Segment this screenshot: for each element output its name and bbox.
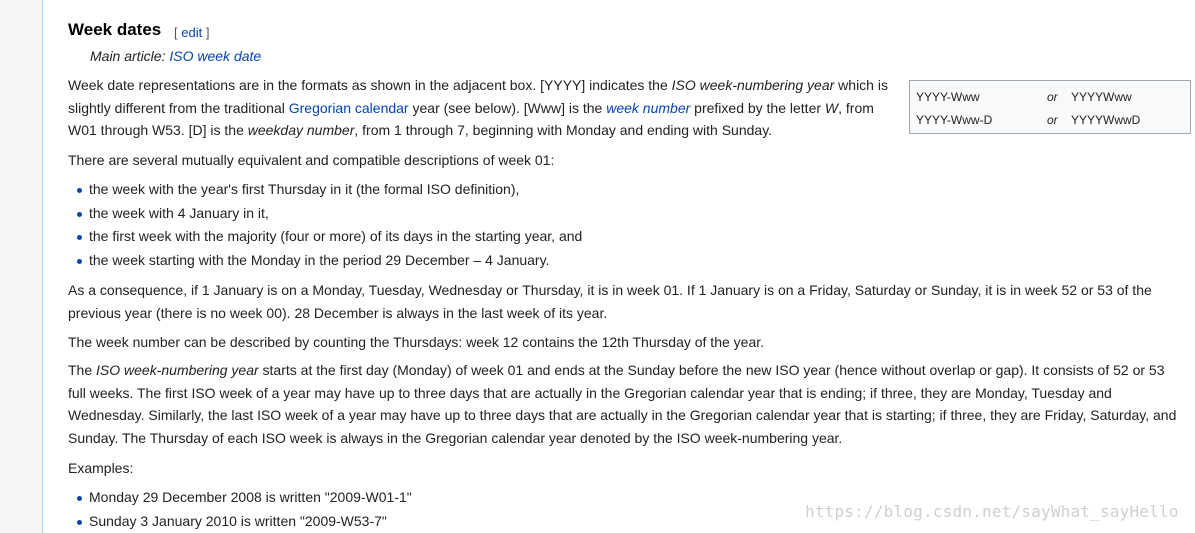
examples-list — [89, 486, 412, 533]
formats-box — [909, 80, 1191, 134]
intro-text-1: Week date representations are in the formats as shown in the adjacent box. [YYYY] indicates the — [68, 77, 672, 93]
format-row — [916, 90, 1186, 108]
list-item: the week starting with the Monday in the period 29 December – 4 January. — [89, 249, 582, 273]
format-or: or — [1047, 113, 1058, 127]
format-or: or — [1047, 90, 1058, 104]
iso-year-paragraph — [68, 359, 1186, 449]
hatnote — [90, 48, 261, 64]
section-heading: Week dates — [68, 20, 162, 39]
descriptions-list — [89, 178, 582, 273]
list-item: the week with the year's first Thursday in it (the formal ISO definition), — [89, 178, 582, 202]
hatnote-prefix: Main article: — [90, 48, 170, 64]
descriptions-intro: There are several mutually equivalent and compatible descriptions of week 01: — [68, 152, 555, 168]
iso-year-text-2: starts at the first day (Monday) of week 01 and ends at the Sunday before the new ISO year (hence without overlap or gap). It consists of 52 or 53 full weeks. The first ISO week of a year may have up to three days that are actually in the Gregorian calendar year that is ending; if three, they are Monday, Tuesday and Wednesday. Similarly, the last ISO week of a year may have up to three days that are actually in the Gregorian calendar year that is starting; if three, they are Friday, Saturday, and Sunday. The Thursday of each ISO week is always in the Gregorian calendar year denoted by the ISO week-numbering year. — [68, 362, 1177, 446]
iso-year-italic: ISO week-numbering year — [96, 362, 259, 378]
list-item: Sunday 3 January 2010 is written "2009-W53-7" — [89, 510, 412, 533]
intro-text-3: year (see below). [Www] is the — [408, 99, 607, 116]
intro-text-6: , from 1 through 7, beginning with Monday and ending with Sunday. — [354, 122, 773, 138]
list-item: the week with 4 January in it, — [89, 202, 582, 226]
examples-label: Examples: — [68, 460, 134, 476]
edit-section — [174, 25, 209, 40]
consequence-paragraph: As a consequence, if 1 January is on a Monday, Tuesday, Wednesday or Thursday, it is in week 01. If 1 January is on a Friday, Saturday or Sunday, it is in week 52 or 53 of the previous year (there is no week 00). 28 December is always in the last week of its year. — [68, 282, 1152, 321]
intro-paragraph — [68, 74, 888, 142]
counting-paragraph: The week number can be described by counting the Thursdays: week 12 contains the 12th Thursday of the year. — [68, 334, 765, 350]
format-row — [916, 113, 1186, 131]
edit-bracket-open: [ — [174, 25, 178, 40]
intro-text-5: , from W01 through W53. [D] is the — [68, 99, 874, 138]
watermark: https://blog.csdn.net/sayWhat_sayHello — [805, 502, 1179, 521]
intro-text-2: which is slightly different from the traditional — [68, 77, 888, 116]
list-item: Monday 29 December 2008 is written "2009-W01-1" — [89, 486, 412, 510]
intro-italic-weekday: weekday number — [247, 122, 355, 138]
intro-text-4: prefixed by the letter — [690, 99, 825, 116]
intro-italic-iso-year: ISO week-numbering year — [671, 77, 835, 93]
format-basic: YYYYWwwD — [1071, 113, 1141, 127]
week-number-link[interactable]: week number — [606, 99, 691, 116]
list-item: the first week with the majority (four or more) of its days in the starting year, and — [89, 225, 582, 249]
format-extended: YYYY-Www — [916, 90, 980, 104]
intro-italic-w: W — [824, 99, 839, 116]
edit-link[interactable]: edit — [181, 25, 203, 40]
format-basic: YYYYWww — [1071, 90, 1132, 104]
iso-year-text-1: The — [68, 362, 97, 378]
edit-bracket-close: ] — [205, 25, 210, 40]
gregorian-calendar-link[interactable]: Gregorian calendar — [288, 99, 409, 116]
article-content — [42, 0, 1195, 533]
format-extended: YYYY-Www-D — [916, 113, 993, 127]
main-article-link[interactable]: ISO week date — [169, 48, 262, 64]
